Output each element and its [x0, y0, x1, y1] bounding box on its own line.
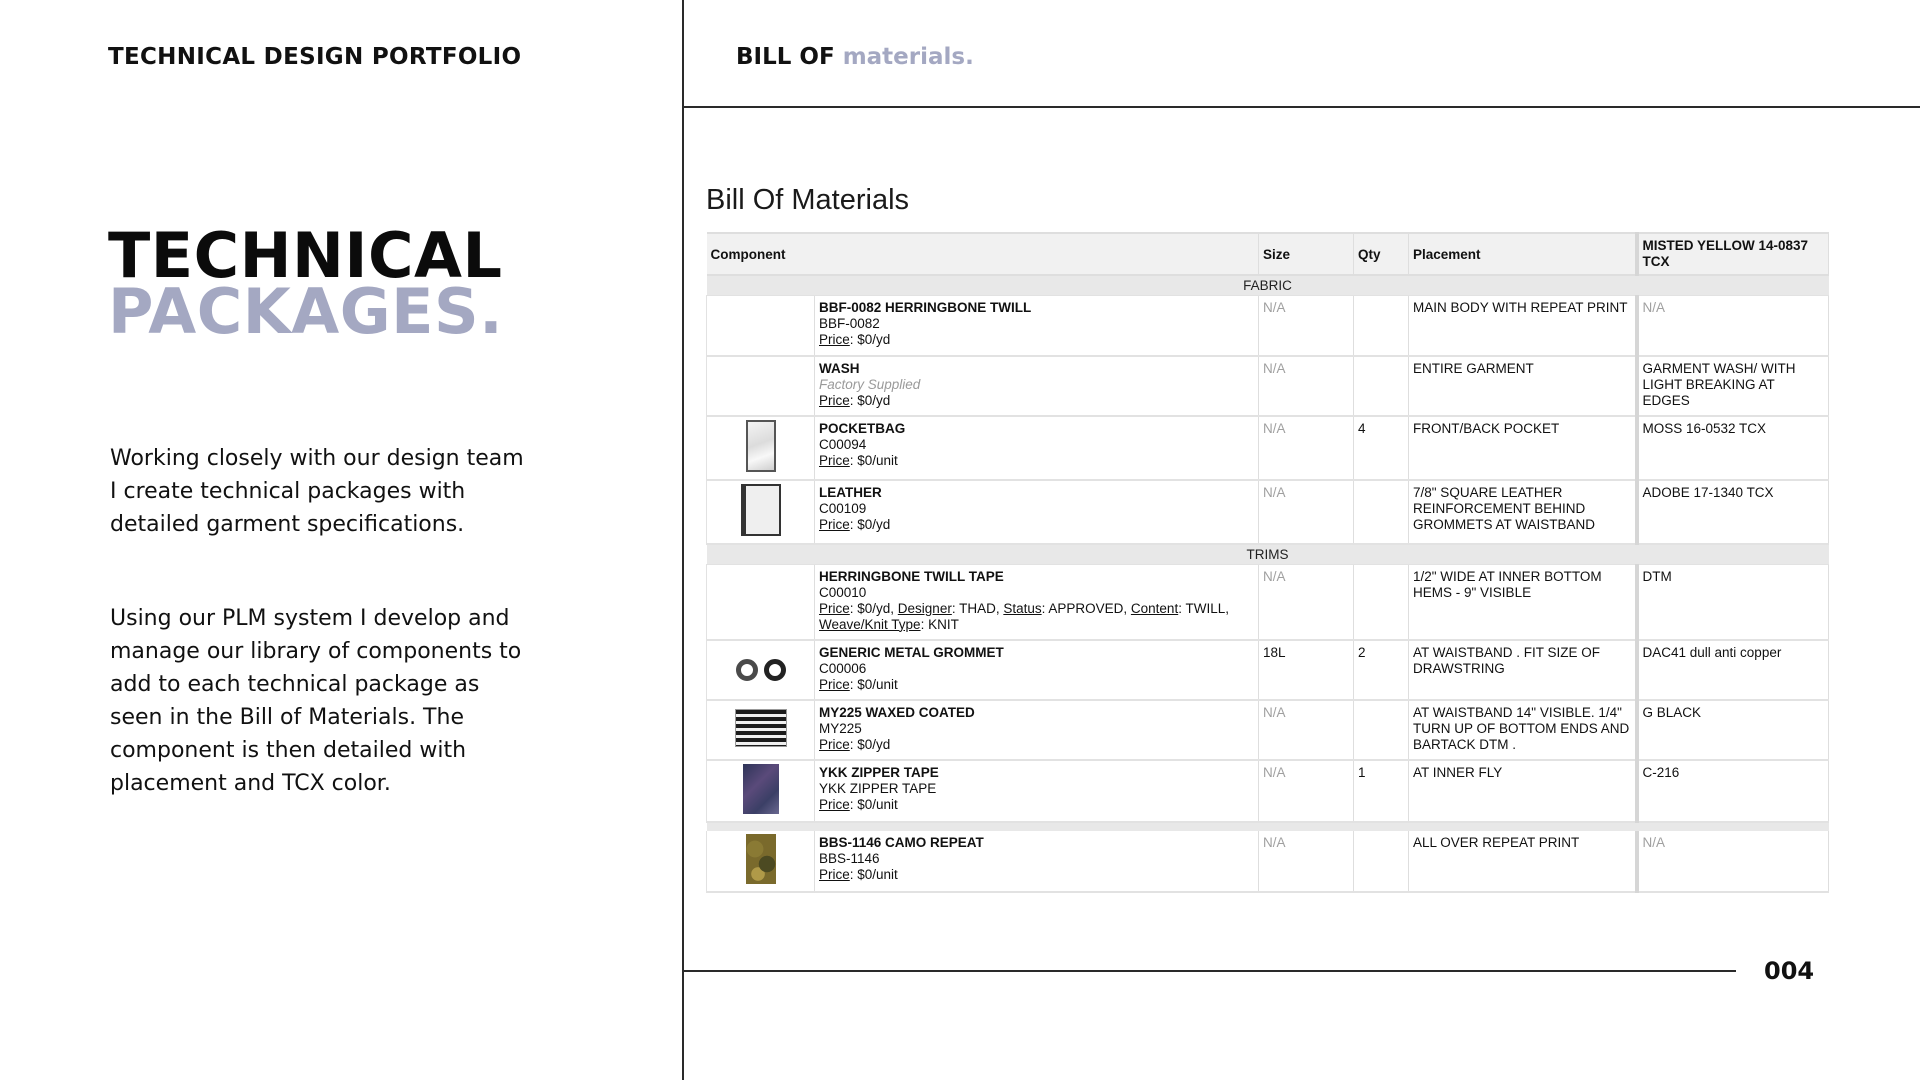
section-label: FABRIC: [707, 275, 1829, 296]
camo-print-image: [746, 834, 776, 884]
price-value: : $0/yd: [849, 737, 891, 752]
waxed-cord-image: [735, 709, 787, 747]
component-cell: [815, 480, 1259, 544]
leather-swatch-image: [741, 484, 781, 536]
price-label: Price: [819, 452, 850, 468]
page-number: 004: [1764, 957, 1815, 985]
component-code: C00094: [819, 436, 867, 452]
section-label: TRIMS: [707, 544, 1829, 565]
price-label: Price: [819, 737, 850, 752]
thumbnail-cell: [707, 640, 815, 700]
component-price: [819, 393, 1254, 409]
table-row[interactable]: [707, 564, 1829, 640]
weave-label: Weave/Knit Type: [819, 616, 921, 632]
color-cell: GARMENT WASH/ WITH LIGHT BREAKING AT EDGES: [1637, 356, 1829, 416]
table-row[interactable]: [707, 480, 1829, 544]
thumbnail-cell: [707, 564, 815, 640]
designer-value: : THAD,: [951, 600, 1004, 616]
header-title-bold: BILL OF: [736, 44, 835, 70]
table-row[interactable]: [707, 296, 1829, 356]
component-price: [819, 332, 1254, 348]
price-label: Price: [819, 392, 850, 408]
thumbnail-cell: [707, 356, 815, 416]
component-code: C00006: [819, 661, 867, 676]
weave-value: : KNIT: [920, 616, 959, 632]
col-header-colorway: MISTED YELLOW 14-0837 TCX: [1637, 233, 1829, 275]
placement-cell: AT WAISTBAND . FIT SIZE OF DRAWSTRING: [1409, 640, 1637, 700]
header-divider: [683, 106, 1920, 108]
component-cell: [815, 564, 1259, 640]
grommet-image: [733, 657, 789, 683]
price-label: Price: [819, 677, 850, 692]
price-value: : $0/yd: [849, 516, 891, 532]
component-code: C00010: [819, 584, 867, 600]
size-cell: N/A: [1259, 700, 1354, 760]
placement-cell: ALL OVER REPEAT PRINT: [1409, 831, 1637, 892]
qty-cell: [1354, 831, 1409, 892]
table-row[interactable]: [707, 760, 1829, 822]
pocketbag-swatch-image: [746, 420, 776, 472]
size-cell: N/A: [1259, 356, 1354, 416]
table-row[interactable]: [707, 416, 1829, 480]
component-cell: [815, 831, 1259, 892]
placement-cell: AT INNER FLY: [1409, 760, 1637, 822]
price-value: : $0/unit: [849, 867, 898, 882]
price-value: : $0/unit: [849, 797, 898, 812]
qty-cell: [1354, 296, 1409, 356]
component-price: [819, 453, 1254, 469]
component-name: MY225 WAXED COATED: [819, 705, 975, 720]
thumbnail-cell: [707, 700, 815, 760]
color-cell: DTM: [1637, 564, 1829, 640]
color-cell: C-216: [1637, 760, 1829, 822]
component-name: POCKETBAG: [819, 420, 906, 436]
component-name: GENERIC METAL GROMMET: [819, 645, 1004, 660]
placement-cell: 7/8" SQUARE LEATHER REINFORCEMENT BEHIND GROMMETS AT WAISTBAND: [1409, 480, 1637, 544]
footer-divider: [683, 970, 1736, 972]
price-value: : $0/yd,: [849, 600, 898, 616]
size-cell: N/A: [1259, 416, 1354, 480]
placement-cell: FRONT/BACK POCKET: [1409, 416, 1637, 480]
placement-cell: MAIN BODY WITH REPEAT PRINT: [1409, 296, 1637, 356]
section-row-fabric: [707, 275, 1829, 296]
thumbnail-cell: [707, 480, 815, 544]
table-row[interactable]: [707, 700, 1829, 760]
price-value: : $0/unit: [849, 677, 898, 692]
component-name: YKK ZIPPER TAPE: [819, 765, 939, 780]
component-code: MY225: [819, 721, 862, 736]
section-row-trims: [707, 544, 1829, 565]
qty-cell: [1354, 564, 1409, 640]
size-cell: N/A: [1259, 760, 1354, 822]
size-cell: N/A: [1259, 831, 1354, 892]
price-value: : $0/yd: [849, 392, 891, 408]
component-price: [819, 867, 1254, 883]
qty-cell: 2: [1354, 640, 1409, 700]
component-price: [819, 737, 1254, 753]
table-row[interactable]: [707, 356, 1829, 416]
col-header-component: Component: [707, 233, 1259, 275]
price-value: : $0/unit: [849, 452, 898, 468]
content-label: Content: [1130, 600, 1179, 616]
designer-label: Designer: [897, 600, 952, 616]
header-title-accent: materials.: [842, 44, 974, 70]
qty-cell: [1354, 480, 1409, 544]
price-value: : $0/yd: [849, 332, 891, 347]
col-header-size: Size: [1259, 233, 1354, 275]
color-cell: G BLACK: [1637, 700, 1829, 760]
price-label: Price: [819, 332, 850, 347]
price-label: Price: [819, 867, 850, 882]
color-cell: DAC41 dull anti copper: [1637, 640, 1829, 700]
color-cell: MOSS 16-0532 TCX: [1637, 416, 1829, 480]
component-name: BBF-0082 HERRINGBONE TWILL: [819, 300, 1032, 315]
component-price: [819, 797, 1254, 813]
status-value: : APPROVED,: [1041, 600, 1131, 616]
thumbnail-cell: [707, 760, 815, 822]
component-code: BBF-0082: [819, 316, 880, 331]
component-name: LEATHER: [819, 484, 882, 500]
section-row-spacer: [707, 822, 1829, 831]
component-name: WASH: [819, 360, 860, 376]
left-panel: [0, 0, 683, 1080]
component-cell: [815, 296, 1259, 356]
page-header-title: [736, 44, 974, 70]
status-label: Status: [1003, 600, 1042, 616]
component-cell: [815, 700, 1259, 760]
color-cell: ADOBE 17-1340 TCX: [1637, 480, 1829, 544]
placement-cell: ENTIRE GARMENT: [1409, 356, 1637, 416]
price-label: Price: [819, 797, 850, 812]
thumbnail-cell: [707, 831, 815, 892]
qty-cell: [1354, 356, 1409, 416]
thumbnail-cell: [707, 296, 815, 356]
size-cell: 18L: [1259, 640, 1354, 700]
portfolio-title: TECHNICAL DESIGN PORTFOLIO: [108, 44, 522, 70]
grommet-ring-icon: [736, 659, 758, 681]
bom-title: Bill Of Materials: [706, 184, 910, 216]
component-price: [819, 517, 1254, 533]
component-code: C00109: [819, 500, 867, 516]
grommet-ring-icon: [764, 659, 786, 681]
component-code: BBS-1146: [819, 851, 880, 866]
thumbnail-cell: [707, 416, 815, 480]
heading-line-2: PACKAGES.: [108, 275, 504, 348]
col-header-qty: Qty: [1354, 233, 1409, 275]
intro-paragraph: Working closely with our design team I create technical packages with detailed garment specifications.: [110, 446, 524, 537]
component-name: HERRINGBONE TWILL TAPE: [819, 568, 1004, 584]
component-attributes: [819, 601, 1254, 633]
component-cell: [815, 416, 1259, 480]
component-price: [819, 677, 1254, 693]
section-heading: [108, 219, 504, 348]
size-cell: N/A: [1259, 480, 1354, 544]
component-code: Factory Supplied: [819, 376, 921, 392]
col-header-placement: Placement: [1409, 233, 1637, 275]
size-cell: N/A: [1259, 564, 1354, 640]
heading-line-1: TECHNICAL: [108, 219, 503, 292]
zipper-tape-image: [743, 764, 779, 814]
price-label: Price: [819, 600, 850, 616]
qty-cell: 1: [1354, 760, 1409, 822]
spacer-cell: [707, 822, 1829, 831]
component-name: BBS-1146 CAMO REPEAT: [819, 835, 984, 850]
size-cell: N/A: [1259, 296, 1354, 356]
component-cell: [815, 356, 1259, 416]
table-row[interactable]: [707, 640, 1829, 700]
qty-cell: 4: [1354, 416, 1409, 480]
color-cell: N/A: [1637, 296, 1829, 356]
table-header-row: [707, 233, 1829, 275]
vertical-divider: [682, 0, 684, 1080]
content-value: : TWILL,: [1178, 600, 1229, 616]
placement-cell: 1/2" WIDE AT INNER BOTTOM HEMS - 9" VISIBLE: [1409, 564, 1637, 640]
component-code: YKK ZIPPER TAPE: [819, 781, 937, 796]
qty-cell: [1354, 700, 1409, 760]
component-cell: [815, 640, 1259, 700]
component-cell: [815, 760, 1259, 822]
table-row[interactable]: [707, 831, 1829, 892]
plm-paragraph: Using our PLM system I develop and manage our library of components to add to each technical package as seen in the Bill of Materials. The component is then detailed with placement and TCX color.: [110, 606, 522, 796]
bom-table: [706, 232, 1829, 893]
placement-cell: AT WAISTBAND 14" VISIBLE. 1/4" TURN UP OF BOTTOM ENDS AND BARTACK DTM .: [1409, 700, 1637, 760]
color-cell: N/A: [1637, 831, 1829, 892]
price-label: Price: [819, 516, 850, 532]
